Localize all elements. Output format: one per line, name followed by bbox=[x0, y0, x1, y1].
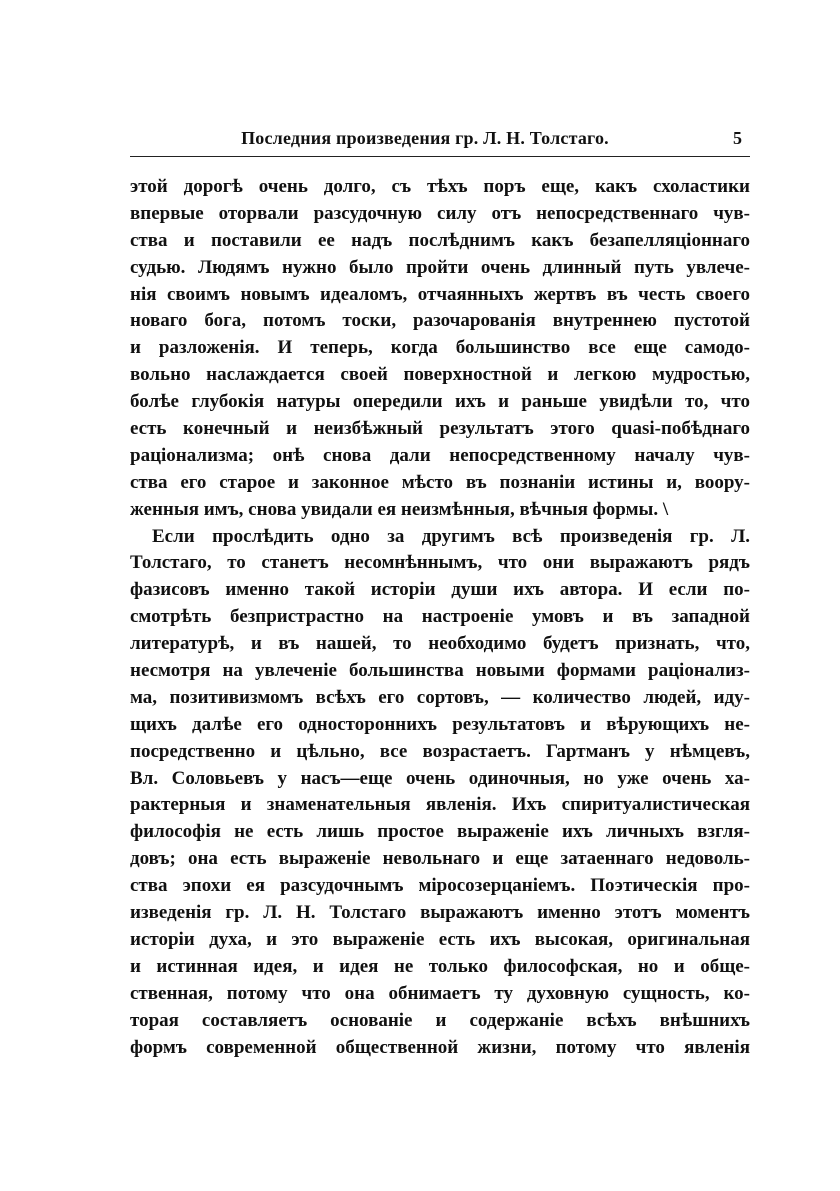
text-line: впервые оторвали разсудочную силу отъ непосредственнаго чув- bbox=[130, 202, 750, 224]
running-title: Последния произведения гр. Л. Н. Толстаго. bbox=[241, 128, 609, 148]
paragraph bbox=[130, 174, 750, 524]
text-line: ства эпохи ея разсудочнымъ міросозерцаніемъ. Поэтическія про- bbox=[130, 875, 750, 897]
text-line: и разложенія. И теперь, когда большинство все еще самодо- bbox=[130, 337, 750, 359]
text-line: смотрѣть безпристрастно на настроеніе умовъ и въ западной bbox=[130, 606, 750, 628]
text-line: этой дорогѣ очень долго, съ тѣхъ поръ еще, какъ схоластики bbox=[130, 176, 750, 197]
page-number: 5 bbox=[733, 128, 742, 148]
text-line: ма, позитивизмомъ всѣхъ его сортовъ, — количество людей, иду- bbox=[130, 686, 750, 708]
text-line: несмотря на увлеченіе большинства новыми формами раціонализ- bbox=[130, 660, 750, 682]
text-line: щихъ далѣе его одностороннихъ результатовъ и вѣрующихъ не- bbox=[130, 713, 750, 735]
text-line: раціонализма; онѣ снова дали непосредственному началу чув- bbox=[130, 444, 750, 466]
text-line: довъ; она есть выраженіе невольнаго и еще затаеннаго недоволь- bbox=[130, 848, 750, 870]
text-line: исторіи духа, и это выраженіе есть ихъ высокая, оригинальная bbox=[130, 928, 750, 950]
text-line: новаго бога, потомъ тоски, разочарованія внутреннею пустотой bbox=[130, 310, 750, 332]
text-line: рактерныя и знаменательныя явленія. Ихъ спиритуалистическая bbox=[130, 794, 750, 816]
body-text bbox=[130, 174, 750, 1061]
text-line: ства его старое и законное мѣсто въ познаніи истины и, воору- bbox=[130, 471, 750, 493]
text-line: Если прослѣдить одно за другимъ всѣ произведенія гр. Л. bbox=[152, 525, 750, 547]
text-line: Толстаго, то станетъ несомнѣннымъ, что они выражаютъ рядъ bbox=[130, 552, 750, 574]
text-line: торая составляетъ основаніе и содержаніе всѣхъ внѣшнихъ bbox=[130, 1009, 750, 1031]
text-line: формъ современной общественной жизни, потому что явленія bbox=[130, 1036, 750, 1058]
header-rule bbox=[130, 156, 750, 157]
text-line: изведенія гр. Л. Н. Толстаго выражаютъ именно этотъ моментъ bbox=[130, 902, 750, 924]
page-header bbox=[130, 124, 750, 152]
text-line: посредственно и цѣльно, все возрастаетъ. Гартманъ у нѣмцевъ, bbox=[130, 740, 750, 762]
text-line: литературѣ, и въ нашей, то необходимо будетъ признать, что, bbox=[130, 633, 750, 655]
text-line: болѣе глубокія натуры опередили ихъ и раньше увидѣли то, что bbox=[130, 391, 750, 413]
text-line: есть конечный и неизбѣжный результатъ этого quasi-побѣднаго bbox=[130, 418, 750, 440]
text-line: нія своимъ новымъ идеаломъ, отчаянныхъ жертвъ въ честь своего bbox=[130, 283, 750, 305]
text-line: Вл. Соловьевъ у насъ—еще очень одиночныя, но уже очень ха- bbox=[130, 767, 750, 789]
paragraph bbox=[130, 524, 750, 1062]
text-line: судью. Людямъ нужно было пройти очень длинный путь увлече- bbox=[130, 256, 750, 278]
text-line: ства и поставили ее надъ послѣднимъ какъ безапелляціоннаго bbox=[130, 229, 750, 251]
text-line: вольно наслаждается своей поверхностной и легкою мудростью, bbox=[130, 364, 750, 386]
text-line: женныя имъ, снова увидали ея неизмѣнныя, вѣчныя формы. \ bbox=[130, 498, 669, 520]
text-line: фазисовъ именно такой исторіи души ихъ автора. И если по- bbox=[130, 579, 750, 601]
text-line: ственная, потому что она обнимаетъ ту духовную сущность, ко- bbox=[130, 982, 750, 1004]
text-line: и истинная идея, и идея не только философская, но и обще- bbox=[130, 955, 750, 977]
text-line: философія не есть лишь простое выраженіе ихъ личныхъ взгля- bbox=[130, 821, 750, 843]
